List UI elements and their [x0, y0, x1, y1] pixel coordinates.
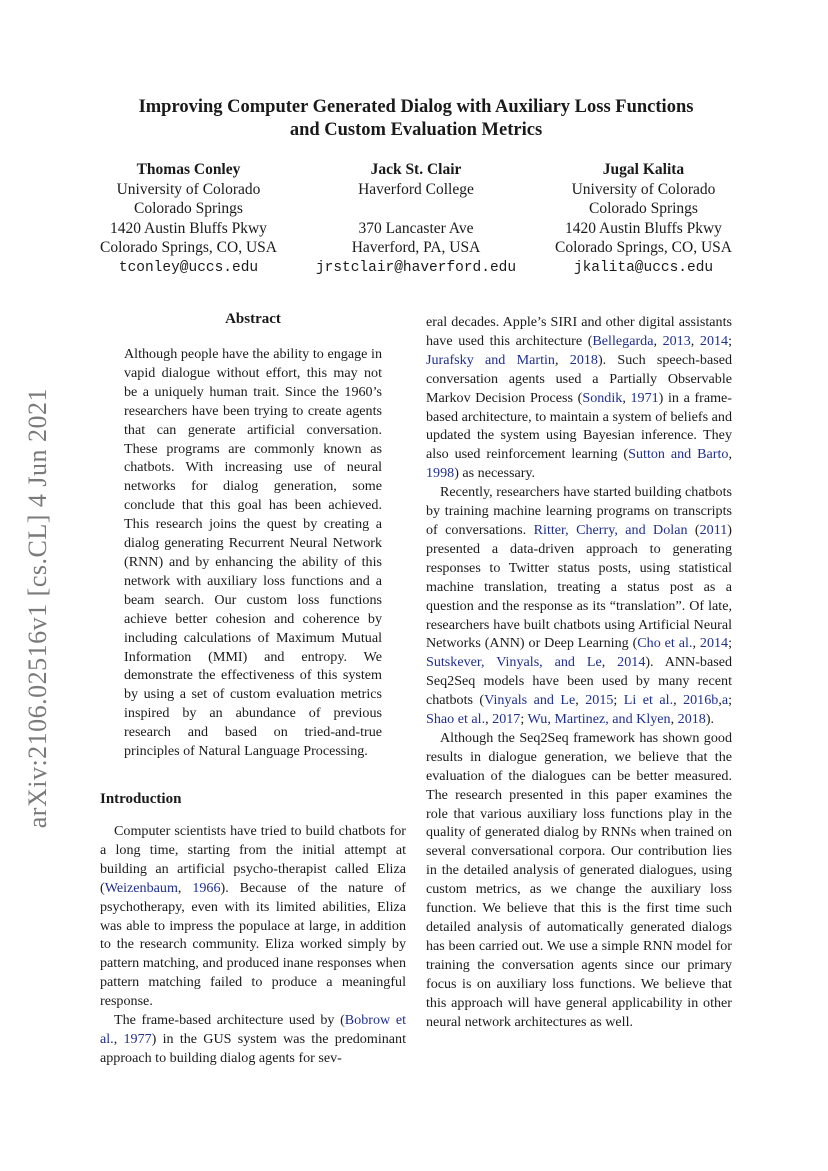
- author-affiliation: Haverford College: [358, 180, 474, 198]
- author-affiliation: University of Colorado: [116, 180, 261, 198]
- citation-link[interactable]: Sondik: [582, 389, 623, 406]
- left-column-body: [100, 822, 406, 1068]
- author-name: Jack St. Clair: [370, 161, 462, 178]
- author-address: Colorado Springs, CO, USA: [100, 239, 277, 257]
- arxiv-stamp: [18, 378, 58, 838]
- citation-link[interactable]: 1977: [123, 1030, 152, 1047]
- text-segment: ,: [653, 332, 663, 349]
- text-segment: ,: [673, 692, 684, 709]
- text-segment: (: [687, 521, 700, 538]
- title-line-1: Improving Computer Generated Dialog with Auxiliary Loss Functions: [138, 97, 694, 117]
- text-segment: ). Because of the nature of psychotherapy, even with its limited abilities, Eliza was able to impress the populace at large, in addition to the research community. Eliza worked simply by pattern matching, and produced inane responses when pattern matching failed to produce a meaningful response.: [100, 879, 406, 1010]
- text-segment: ) in the GUS system was the predominant approach to building dialog agents for sev-: [100, 1030, 406, 1066]
- citation-link[interactable]: 2016b: [683, 692, 719, 709]
- text-segment: ;: [728, 635, 732, 652]
- author-affiliation: Colorado Springs: [134, 200, 243, 218]
- author-address: Haverford, PA, USA: [351, 239, 481, 257]
- citation-link[interactable]: 2011: [699, 521, 728, 538]
- citation-link[interactable]: 1998: [426, 465, 455, 482]
- text-segment: ,: [177, 879, 193, 896]
- paper-title: [100, 96, 732, 142]
- author-email: tconley@uccs.edu: [118, 259, 259, 276]
- citation-link[interactable]: Wu, Martinez, and Klyen: [527, 711, 671, 728]
- text-segment: Recently, researchers have started building chatbots by training machine learning programs on transcripts of conversations.: [426, 484, 732, 538]
- text-segment: ;: [728, 332, 732, 349]
- citation-link[interactable]: 2017: [492, 711, 521, 728]
- text-segment: ) in a frame-based architecture, to maintain a system of beliefs and updated the system using Bayesian inference. They also used reinforcement learning (: [426, 389, 732, 463]
- text-segment: ,: [554, 351, 570, 368]
- text-segment: ,: [728, 446, 732, 463]
- text-segment: Computer scientists have tried to build chatbots for a long time, starting from the initial attempt at building an artificial psycho-therapist called Eliza (: [100, 823, 406, 896]
- citation-link[interactable]: 2018: [677, 711, 706, 728]
- body-paragraph: [100, 1011, 406, 1068]
- text-segment: ,: [692, 635, 700, 652]
- text-segment: ;: [613, 692, 624, 709]
- citation-link[interactable]: Bobrow et al.: [100, 1012, 406, 1047]
- citation-link[interactable]: Vinyals and Le: [484, 692, 576, 709]
- text-segment: ,: [575, 692, 586, 709]
- citation-link[interactable]: Cho et al.: [637, 635, 693, 652]
- body-paragraph: [426, 313, 732, 483]
- arxiv-id: arXiv:2106.02516v1 [cs.CL] 4 Jun 2021: [23, 387, 52, 829]
- author-spacer: [316, 199, 516, 219]
- citation-link[interactable]: Sutskever, Vinyals, and Le: [426, 654, 602, 671]
- citation-link[interactable]: 2015: [585, 692, 614, 709]
- citation-link[interactable]: Bellegarda: [592, 332, 654, 349]
- text-segment: ,: [718, 692, 722, 709]
- citation-link[interactable]: Li et al.: [623, 692, 674, 709]
- text-segment: The frame-based architecture used by (: [114, 1012, 345, 1029]
- text-segment: eral decades. Apple’s SIRI and other digital assistants have used this architecture (: [426, 314, 732, 349]
- text-segment: ) as necessary.: [454, 465, 536, 482]
- author-address: 1420 Austin Bluffs Pkwy: [110, 219, 267, 237]
- citation-link[interactable]: Sutton and Barto: [628, 446, 729, 463]
- text-segment: ,: [622, 389, 631, 406]
- author-name: Jugal Kalita: [602, 161, 685, 178]
- author-affiliation: Colorado Springs: [589, 200, 698, 218]
- body-paragraph: [426, 483, 732, 729]
- title-line-2: and Custom Evaluation Metrics: [289, 120, 543, 140]
- body-paragraph: [426, 729, 732, 1032]
- text-segment: ,: [485, 711, 493, 728]
- text-segment: ,: [113, 1030, 124, 1047]
- citation-link[interactable]: 2014: [699, 635, 729, 652]
- citation-link[interactable]: Weizenbaum: [104, 879, 178, 896]
- text-segment: ). Such speech-based conversation agents used a Partially Observable Markov Decision Process (: [426, 351, 732, 406]
- citation-link[interactable]: 1971: [630, 389, 659, 406]
- citation-link[interactable]: Jurafsky and Martin: [426, 351, 555, 368]
- citation-link[interactable]: 2014: [699, 332, 729, 349]
- text-segment: ). ANN-based Seq2Seq models have been used by many recent chatbots (: [426, 654, 733, 709]
- text-segment: ) presented a data-driven approach to generating responses to Twitter status posts, using statistical machine translation, treating a status post as a question and the response as its “translation”. Of late, researchers have built chatbots using Artificial Neural Networks (ANN) or Deep Learning (: [426, 521, 732, 652]
- author-email: jrstclair@haverford.edu: [315, 259, 517, 276]
- author-1: [100, 160, 277, 279]
- citation-link[interactable]: 2013: [662, 332, 691, 349]
- author-3: [555, 160, 732, 279]
- author-name: Thomas Conley: [136, 161, 241, 178]
- text-segment: ,: [690, 332, 700, 349]
- body-paragraph: [100, 822, 406, 1011]
- citation-link[interactable]: 2018: [569, 351, 598, 368]
- author-2: [316, 160, 516, 279]
- author-email: jkalita@uccs.edu: [573, 259, 714, 276]
- abstract-text: Although people have the ability to engage in vapid dialogue without effort, this may not be a uniquely human trait. Since the 1960’s researchers have been trying to create agents that can generate artificial conversation. These programs are commonly known as chatbots. With increasing use of neural networks for dialog generation, some conclude that this goal has been achieved. This research joins the quest by creating a dialog generating Recurrent Neural Network (RNN) and by enhancing the ability of this network with auxiliary loss functions and a beam search. Our custom loss functions achieve better cohesion and coherence by including calculations of Maximum Mutual Information (MMI) and entropy. We demonstrate the effectiveness of this system by using a set of custom evaluation metrics inspired by an abundance of previous research and based on tried-and-true principles of Natural Language Processing.: [124, 346, 382, 760]
- author-address: 370 Lancaster Ave: [358, 219, 474, 237]
- citation-link[interactable]: a: [721, 692, 729, 709]
- text-segment: ,: [601, 654, 618, 671]
- citation-link[interactable]: Ritter, Cherry, and Dolan: [533, 521, 688, 538]
- author-block: [100, 160, 732, 279]
- citation-link[interactable]: 1966: [192, 879, 221, 896]
- citation-link[interactable]: 2014: [617, 654, 646, 671]
- citation-link[interactable]: Shao et al.: [426, 711, 486, 728]
- author-affiliation: University of Colorado: [571, 180, 716, 198]
- author-address: 1420 Austin Bluffs Pkwy: [565, 219, 722, 237]
- text-segment: ).: [705, 711, 715, 728]
- right-column-body: [426, 313, 732, 1031]
- introduction-heading: Introduction: [100, 791, 182, 807]
- abstract-heading: Abstract: [225, 311, 281, 327]
- author-address: Colorado Springs, CO, USA: [555, 239, 732, 257]
- text-segment: ,: [670, 711, 678, 728]
- text-segment: Although the Seq2Seq framework has shown good results in dialogue generation, we believe that the evaluation of the dialogues can be better measured. The research presented in this paper examines the role that various auxiliary loss functions play in the quality of generated dialog by RNNs when trained on several conversational corpora. Our contribution lies in the detailed analysis of generated dialogues, using custom metrics, as we change the auxiliary loss function. We believe that this is the first time such detailed analysis of automatically generated dialogs has been carried out. We use a simple RNN model for training the conversation agents since our primary focus is on auxiliary loss functions. We believe that this approach will have general applicability in other neural network architectures as well.: [426, 729, 732, 1030]
- text-segment: ;: [728, 692, 733, 709]
- text-segment: ;: [520, 711, 528, 728]
